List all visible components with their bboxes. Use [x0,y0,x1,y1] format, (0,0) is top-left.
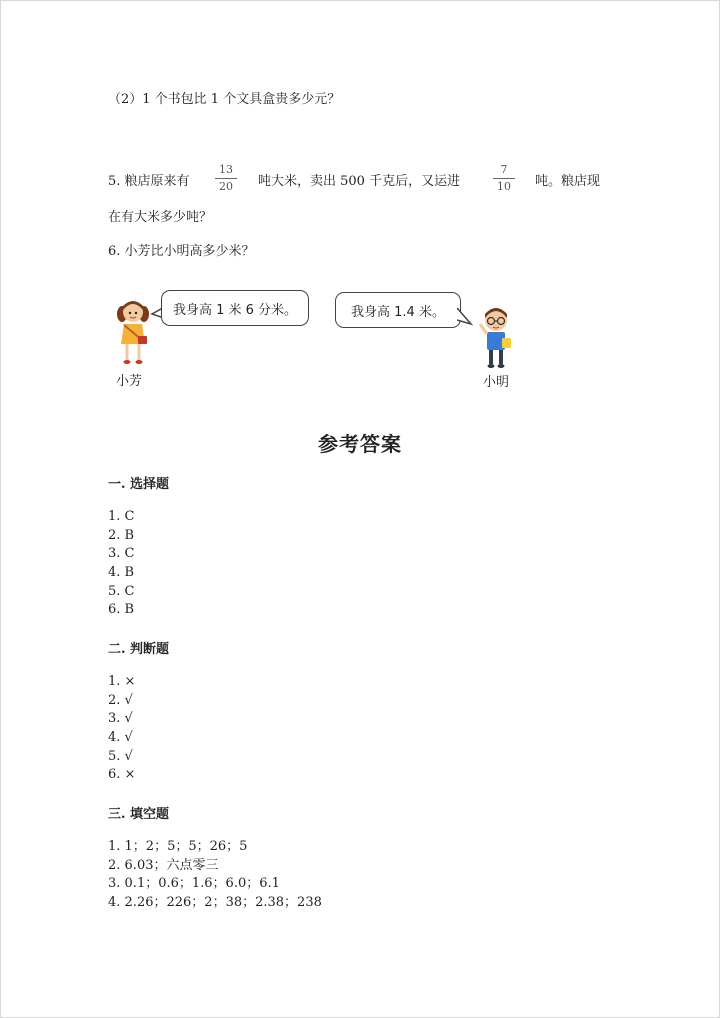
list-item: 5. √ [108,748,133,764]
list-item: 6. × [108,767,136,783]
fraction-bar [493,178,515,179]
fraction-denominator: 20 [219,180,233,193]
fraction-denominator: 10 [497,180,511,193]
boy-illustration [474,306,518,370]
answer-list-choice [108,508,134,620]
list-item: 1. C [108,509,135,524]
question-6: 6. 小芳比小明高多少米？ [108,244,255,259]
list-item: 2. √ [108,692,133,708]
answer-list-judge [108,673,135,785]
list-item: 3. √ [108,711,133,727]
fraction-numerator: 13 [219,163,233,176]
question-5-part3: 吨。粮店现 [535,174,601,189]
girl-name: 小芳 [116,374,143,389]
question-5-part2: 吨大米，卖出 500 千克后，又运进 [258,174,461,189]
fraction-7-10 [492,163,516,194]
question-5-part1: 5. 粮店原来有 [108,174,190,189]
answer-list-fill [108,838,322,913]
list-item: 1. 1；2；5；5；26；5 [108,839,248,854]
list-item: 2. 6.03；六点零三 [108,857,219,873]
section-heading-judge: 二. 判断题 [108,642,170,657]
fraction-bar [215,178,237,179]
list-item: 4. √ [108,730,133,746]
list-item: 3. 0.1；0.6；1.6；6.0；6.1 [108,876,280,892]
list-item: 4. B [108,565,135,581]
list-item: 4. 2.26；226；2；38；2.38；238 [108,895,322,911]
section-heading-choice: 一. 选择题 [108,477,170,492]
girl-speech-bubble: 我身高 1 米 6 分米。 [161,290,309,326]
list-item: 3. C [108,546,135,562]
list-item: 6. B [108,602,135,618]
fraction-numerator: 7 [500,163,508,176]
boy-speech-bubble: 我身高 1.4 米。 [335,292,461,328]
boy-name: 小明 [483,375,510,390]
fraction-13-20 [214,163,238,194]
section-heading-fill: 三. 填空题 [108,807,170,822]
girl-illustration [112,298,154,368]
list-item: 1. × [108,674,136,689]
question-sub-2: （2）1 个书包比 1 个文具盒贵多少元？ [108,92,341,107]
speech-tail-boy [457,306,473,328]
list-item: 2. B [108,527,135,543]
question-5-line2: 在有大米多少吨？ [108,210,213,225]
list-item: 5. C [108,583,135,599]
answers-title: 参考答案 [318,432,402,456]
